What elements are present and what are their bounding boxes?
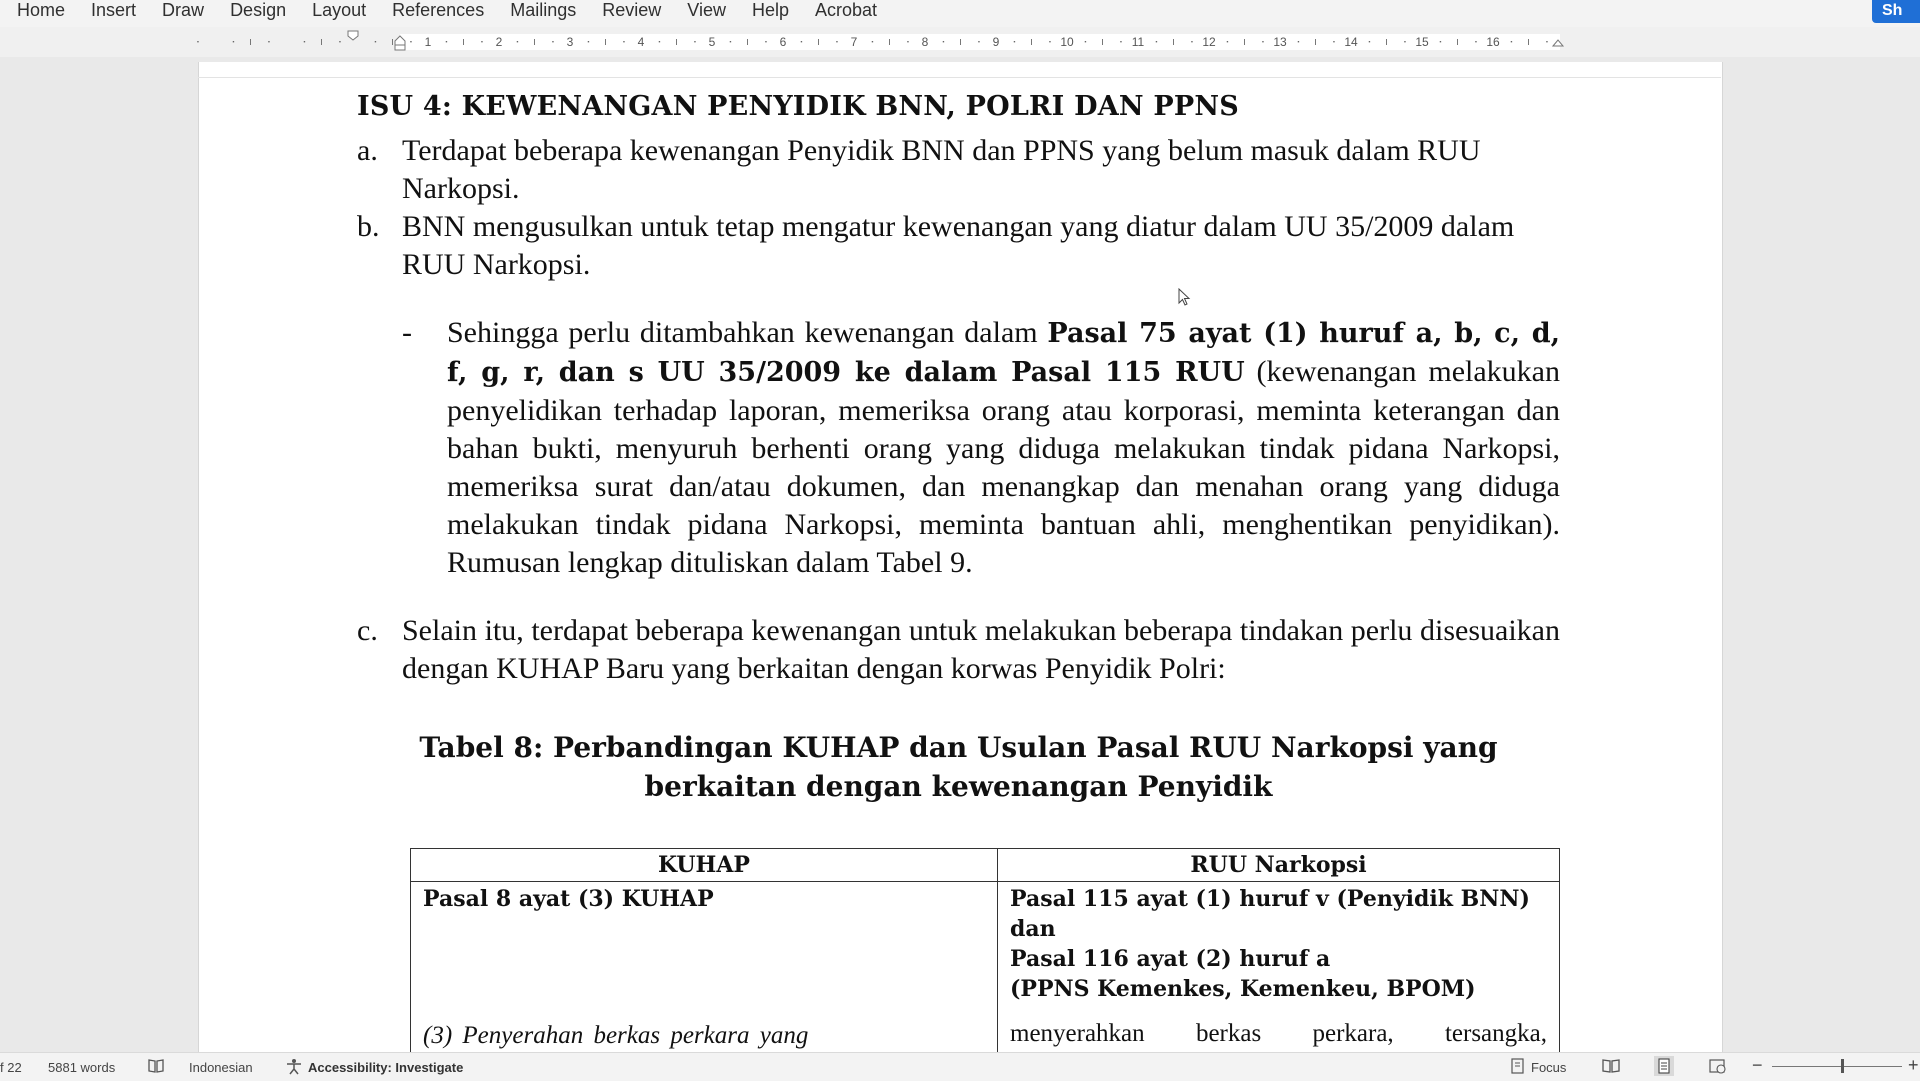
ruler-tick bbox=[1085, 41, 1086, 42]
ruler-number: 14 bbox=[1344, 35, 1358, 49]
list-item-b bbox=[357, 208, 1560, 284]
ruler-tick bbox=[943, 41, 944, 42]
tab-home[interactable]: Home bbox=[17, 0, 66, 20]
ruler-tick bbox=[517, 41, 518, 42]
cell-ruu-title-1: Pasal 115 ayat (1) huruf v (Penyidik BNN) bbox=[1010, 886, 1530, 912]
status-bar bbox=[0, 1052, 1920, 1081]
ruler-tick bbox=[481, 41, 482, 42]
cell-ruu-title-2: dan bbox=[1010, 916, 1056, 942]
ruler-tick bbox=[1262, 41, 1263, 42]
horizontal-ruler[interactable] bbox=[0, 27, 1920, 57]
zoom-slider-thumb[interactable] bbox=[1841, 1059, 1844, 1073]
ruler-number: 2 bbox=[495, 35, 503, 49]
section-heading: ISU 4: KEWENANGAN PENYIDIK BNN, POLRI DAN PPNS bbox=[357, 91, 1239, 122]
table-row bbox=[411, 882, 1560, 1054]
table-caption-line-1: Tabel 8: Perbandingan KUHAP dan Usulan Pasal RUU Narkopsi yang bbox=[419, 731, 1498, 764]
list-item-a-text: Terdapat beberapa kewenangan Penyidik BNN dan PPNS yang belum masuk dalam RUU Narkopsi. bbox=[402, 134, 1481, 205]
ruler-number: 10 bbox=[1060, 35, 1074, 49]
zoom-slider-track[interactable] bbox=[1772, 1066, 1902, 1067]
table-header-kuhap: KUHAP bbox=[411, 849, 998, 882]
ruler-tick bbox=[1156, 41, 1157, 42]
ruler-tick bbox=[375, 41, 376, 42]
ruler-number: 7 bbox=[850, 35, 858, 49]
tab-review[interactable]: Review bbox=[602, 0, 662, 20]
ruler-tick bbox=[1298, 41, 1299, 42]
cell-ruu-title-3: Pasal 116 ayat (2) huruf a bbox=[1010, 946, 1331, 972]
comparison-table[interactable] bbox=[410, 848, 1560, 1054]
share-button[interactable] bbox=[1872, 0, 1920, 23]
mouse-cursor-icon bbox=[1178, 288, 1192, 308]
ruler-tick bbox=[659, 41, 660, 42]
ruler-scale bbox=[0, 27, 1920, 57]
proofing-book-icon[interactable] bbox=[147, 1058, 165, 1074]
ruler-number: 13 bbox=[1273, 35, 1287, 49]
tab-acrobat[interactable]: Acrobat bbox=[815, 0, 878, 20]
ruler-tick bbox=[836, 41, 837, 42]
cell-ruu-title-4: (PPNS Kemenkes, Kemenkeu, BPOM) bbox=[1010, 976, 1476, 1002]
ruler-tick bbox=[1014, 41, 1015, 42]
ruler-number: 11 bbox=[1131, 35, 1145, 49]
list-item-b-text: BNN mengusulkan untuk tetap mengatur kewenangan yang diatur dalam UU 35/2009 dalam RUU Narkopsi. bbox=[402, 210, 1515, 281]
focus-mode-button[interactable]: Focus bbox=[1531, 1060, 1567, 1075]
ruler-tick bbox=[1546, 41, 1547, 42]
ribbon-tabs bbox=[0, 0, 890, 20]
ruler-tick bbox=[1440, 41, 1441, 42]
sub-item-text-before: Sehingga perlu ditambahkan kewenangan dalam bbox=[447, 316, 1048, 349]
ruler-tick bbox=[197, 41, 198, 42]
ruler-tick bbox=[588, 41, 589, 42]
accessibility-status[interactable]: Accessibility: Investigate bbox=[308, 1060, 464, 1075]
tab-layout[interactable]: Layout bbox=[312, 0, 367, 20]
ruler-number: 12 bbox=[1202, 35, 1216, 49]
language-indicator[interactable]: Indonesian bbox=[189, 1060, 253, 1075]
ruler-tick bbox=[1191, 41, 1192, 42]
left-indent-marker[interactable] bbox=[395, 45, 405, 50]
ruler-tick bbox=[1120, 41, 1121, 42]
tab-references[interactable]: References bbox=[392, 0, 485, 20]
sub-item-b-dash bbox=[402, 314, 1560, 582]
list-marker-c: c. bbox=[357, 614, 378, 647]
ribbon-tab-bar bbox=[0, 0, 1920, 28]
share-button-label: Sh bbox=[1882, 2, 1903, 19]
dash-marker: - bbox=[402, 316, 412, 349]
table-header-row bbox=[411, 849, 1560, 882]
table-header-ruu-narkopsi: RUU Narkopsi bbox=[998, 849, 1560, 882]
zoom-out-icon[interactable]: − bbox=[1752, 1055, 1763, 1075]
list-marker-a: a. bbox=[357, 134, 378, 167]
ruler-tick bbox=[1049, 41, 1050, 42]
cell-spacer bbox=[423, 914, 985, 1021]
web-layout-icon[interactable] bbox=[1708, 1058, 1728, 1074]
ruler-tick bbox=[907, 41, 908, 42]
table-cell-kuhap[interactable] bbox=[411, 882, 998, 1054]
zoom-in-icon[interactable]: + bbox=[1908, 1055, 1919, 1075]
tab-view[interactable]: View bbox=[687, 0, 726, 20]
ruler-number: 16 bbox=[1486, 35, 1500, 49]
ruler-tick bbox=[446, 41, 447, 42]
print-layout-icon[interactable] bbox=[1654, 1056, 1674, 1076]
ruler-tick bbox=[730, 41, 731, 42]
tab-insert[interactable]: Insert bbox=[91, 0, 137, 20]
table-caption-line-2: berkaitan dengan kewenangan Penyidik bbox=[644, 770, 1273, 803]
ruler-number: 15 bbox=[1415, 35, 1429, 49]
tab-help[interactable]: Help bbox=[751, 0, 789, 20]
table-cell-ruu[interactable] bbox=[998, 882, 1560, 1054]
ruler-tick bbox=[233, 41, 234, 42]
tab-mailings[interactable]: Mailings bbox=[510, 0, 577, 20]
ruler-tick bbox=[623, 41, 624, 42]
ruler-tick bbox=[694, 41, 695, 42]
tab-design[interactable]: Design bbox=[230, 0, 287, 20]
cell-kuhap-title: Pasal 8 ayat (3) KUHAP bbox=[423, 886, 714, 912]
ruler-number: 8 bbox=[921, 35, 929, 49]
ruler-number: 5 bbox=[708, 35, 716, 49]
cell-ruu-body: menyerahkan berkas perkara, tersangka, bbox=[1010, 1020, 1547, 1047]
page-indicator[interactable]: f 22 bbox=[0, 1060, 22, 1075]
ruler-tick bbox=[1333, 41, 1334, 42]
ruler-tick bbox=[410, 41, 411, 42]
list-item-c-text: Selain itu, terdapat beberapa kewenangan untuk melakukan beberapa tindakan perlu disesuaikan dengan KUHAP Baru yang berkaitan dengan korwas Penyidik Polri: bbox=[402, 614, 1560, 685]
ruler-tick bbox=[1475, 41, 1476, 42]
ruler-tick bbox=[304, 41, 305, 42]
ruler-tick bbox=[765, 41, 766, 42]
ruler-tick bbox=[552, 41, 553, 42]
list-item-a bbox=[357, 132, 1560, 208]
ruler-tick bbox=[268, 41, 269, 42]
read-mode-icon[interactable] bbox=[1602, 1058, 1620, 1074]
ruler-tick bbox=[1404, 41, 1405, 42]
ruler-tick bbox=[872, 41, 873, 42]
ruler-number: 1 bbox=[424, 35, 432, 49]
ruler-number: 6 bbox=[779, 35, 787, 49]
document-body[interactable] bbox=[357, 82, 1560, 806]
ruler-tick bbox=[1369, 41, 1370, 42]
word-count[interactable]: 5881 words bbox=[48, 1060, 116, 1075]
focus-icon[interactable] bbox=[1510, 1058, 1526, 1074]
sub-item-bold-reference: Pasal 75 ayat (1) huruf a, b, c, d, f, g, r, dan s UU 35/2009 ke dalam Pasal 115 RUU bbox=[447, 318, 1560, 388]
cell-kuhap-body: (3) Penyerahan berkas perkara yang bbox=[423, 1022, 809, 1049]
sub-item-text-after: (kewenangan melakukan penyelidikan terhadap laporan, memeriksa orang atau korporasi, meminta keterangan dan bahan bukti, menyuruh berhenti orang yang diduga melakukan tindak pidana Narkopsi, memeriksa surat dan/atau dokumen, dan menangkap dan menahan orang yang diduga melakukan tindak pidana Narkopsi, meminta bantuan ahli, menghentikan penyidikan). Rumusan lengkap dituliskan dalam Tabel 9. bbox=[447, 355, 1560, 579]
tab-draw[interactable]: Draw bbox=[162, 0, 205, 20]
accessibility-icon[interactable] bbox=[285, 1058, 303, 1075]
ruler-tick bbox=[339, 41, 340, 42]
page-top-margin-line bbox=[198, 77, 1721, 78]
cell-spacer bbox=[1010, 1004, 1547, 1019]
ruler-number: 9 bbox=[992, 35, 1000, 49]
ruler-number: 3 bbox=[566, 35, 574, 49]
list-marker-b: b. bbox=[357, 210, 380, 243]
first-line-indent-marker[interactable] bbox=[348, 31, 358, 40]
table-caption bbox=[357, 728, 1560, 806]
ruler-tick bbox=[1227, 41, 1228, 42]
list-item-c bbox=[357, 612, 1560, 688]
ruler-tick bbox=[978, 41, 979, 42]
ruler-tick bbox=[1511, 41, 1512, 42]
ruler-number: 4 bbox=[637, 35, 645, 49]
ruler-tick bbox=[801, 41, 802, 42]
